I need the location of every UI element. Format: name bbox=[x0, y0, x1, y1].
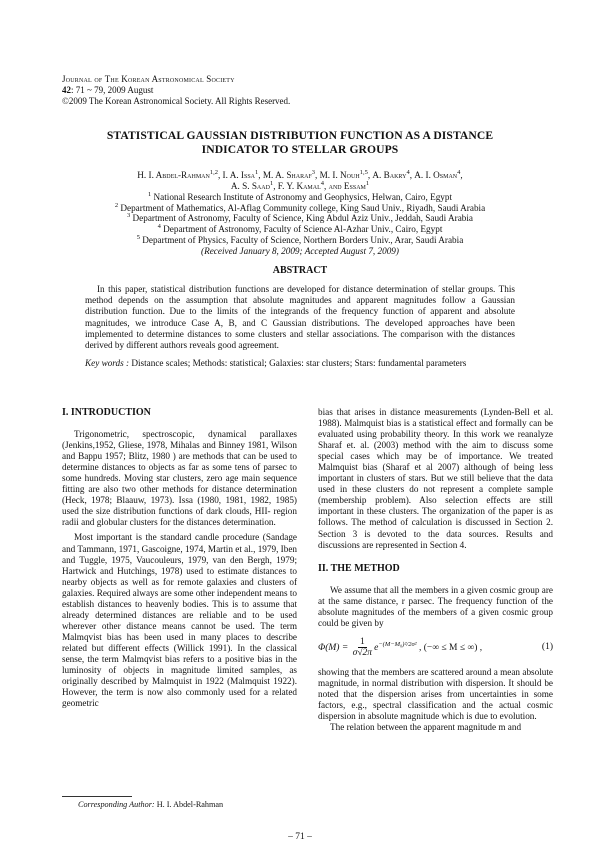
fraction-denominator: σ√2π bbox=[352, 647, 373, 658]
author: F. Y. Kamal bbox=[277, 181, 321, 191]
paper-title bbox=[62, 129, 538, 157]
author: I. A. Issa bbox=[222, 170, 255, 180]
author-line-2: A. S. Saad$^1$, F. Y. Kamal$^4$, and Essam$^1$ bbox=[230, 179, 370, 191]
equation-range: , (−∞ ≤ M ≤ ∞) , bbox=[416, 643, 483, 654]
author: H. I. Abdel-Rahman bbox=[137, 170, 210, 180]
journal-name: Journal of The Korean Astronomical Society bbox=[62, 74, 235, 84]
author-affil: 1 bbox=[365, 179, 370, 187]
affiliation-text: Department of Astronomy, Faculty of Science, King Abdul Aziz Univ., Jeddah, Saudi Arabia bbox=[132, 213, 473, 224]
affiliation-text: National Research Institute of Astronomy and Geophysics, Helwan, Cairo, Egypt bbox=[153, 192, 453, 202]
footnote bbox=[78, 800, 223, 809]
section-heading-introduction: I. INTRODUCTION bbox=[62, 407, 151, 418]
footnote-author: H. I. Abdel-Rahman bbox=[154, 800, 224, 809]
affiliation-number: 5 bbox=[136, 233, 140, 241]
affiliation-number: 2 bbox=[114, 201, 119, 209]
affiliation bbox=[62, 203, 538, 214]
received-dates: (Received January 8, 2009; Accepted August 7, 2009) bbox=[201, 245, 399, 256]
abstract-heading: ABSTRACT bbox=[272, 265, 328, 276]
section-heading-method: II. THE METHOD bbox=[318, 562, 400, 574]
right-column bbox=[318, 407, 553, 733]
paragraph: The relation between the apparent magnitude m and bbox=[330, 722, 522, 733]
paragraph: We assume that all the members in a given cosmic group are at the same distance, r parsec. The frequency function of the absolute magnitudes of the members of a given cosmic group could be given by bbox=[318, 584, 553, 628]
exponent: −(M−M₀)²/2σ² bbox=[378, 640, 417, 648]
author: A. S. Saad bbox=[230, 181, 270, 191]
author-affil: 1,2 bbox=[209, 168, 218, 176]
affiliation bbox=[62, 213, 538, 224]
affiliation-text: Department of Physics, Faculty of Science, Northern Borders Univ., Arar, Saudi Arabia bbox=[142, 234, 464, 245]
left-column bbox=[62, 407, 297, 709]
equation-number: (1) bbox=[541, 642, 553, 653]
author-affil: 4 bbox=[457, 168, 461, 176]
journal-copyright: ©2009 The Korean Astronomical Society. All Rights Reserved. bbox=[62, 96, 291, 106]
author-affil: 4 bbox=[406, 168, 410, 176]
title-line-2: INDICATOR TO STELLAR GROUPS bbox=[201, 143, 399, 156]
author-line-1: H. I. Abdel-Rahman$^{1,2}$, I. A. Issa$^1$, M. A. Sharaf$^3$, M. I. Nouh$^{1,5}$, A. Bakry$^4$, A. I. Osman$^4$, bbox=[137, 168, 463, 180]
author-affil: 3 bbox=[311, 168, 316, 176]
paragraph: showing that the members are scattered around a mean absolute magnitude, in normal distribution with dispersion. It should be noted that the dispersion arises from uncertainties in some factors, e.g., spectral classification and the actual cosmic dispersion in absolute magnitude which is due to evolution. bbox=[318, 666, 553, 722]
author-list bbox=[62, 170, 538, 192]
author: M. A. Sharaf bbox=[262, 170, 312, 180]
author-affil: 1 bbox=[255, 168, 259, 176]
author: A. Bakry bbox=[372, 170, 407, 180]
abstract-text: In this paper, statistical distribution functions are developed for distance determination of stellar groups. This method depends on the assumption that absolute magnitudes and apparent magnitudes follow a Gaussian distribution function. Due to the limits of the integrands of the frequency function of apparent and absolute magnitudes, we introduce Case A, B, and C Gaussian distributions. The developed approaches have been implemented to determine distances to some clusters and stellar associations. The comparison with the distances derived by different authors reveals good agreement. bbox=[85, 284, 515, 351]
equation-1 bbox=[318, 637, 553, 659]
affiliation-number: 3 bbox=[126, 212, 131, 220]
paragraph: Trigonometric, spectroscopic, dynamical parallaxes (Jenkins,1952, Gliese, 1978, Mihalas and Binney 1981, Wilson and Bappu 1957; Blitz, 1980 ) are methods that can be used to determine distances to objects as far as some tens of parsec to some hundreds. Moving star clusters, zero age main sequence fitting are also two other methods for distance determination (Heck, 1978; Blaauw, 1973). Issa (1980, 1981, 1982, 1985) used the size distribution functions of dark clouds, HII- region radii and globular clusters for the distances determination. bbox=[62, 429, 297, 528]
exp-base: e bbox=[374, 643, 379, 654]
equation-fraction bbox=[353, 637, 372, 659]
keywords-text: Distance scales; Methods: statistical; Galaxies: star clusters; Stars: fundamental parameters bbox=[129, 358, 467, 368]
page-number: – 71 – bbox=[288, 832, 312, 842]
author: M. I. Nouh bbox=[319, 170, 360, 180]
journal-volume: 42 bbox=[62, 85, 71, 95]
affiliation-number: 4 bbox=[157, 223, 161, 231]
footnote-label: Corresponding Author: bbox=[78, 800, 155, 809]
equation-body bbox=[318, 637, 482, 659]
author-affil: 4 bbox=[320, 179, 325, 187]
author-affil: 1,5 bbox=[359, 168, 368, 176]
author-affil: 1 bbox=[269, 179, 274, 187]
affiliation bbox=[62, 235, 538, 246]
footnote-rule bbox=[62, 796, 132, 797]
author: A. I. Osman bbox=[414, 170, 458, 180]
title-line-1: STATISTICAL GAUSSIAN DISTRIBUTION FUNCTION AS A DISTANCE bbox=[106, 129, 494, 142]
keywords bbox=[85, 358, 515, 369]
affiliation bbox=[62, 224, 538, 235]
journal-header bbox=[62, 74, 290, 107]
affiliation-text: Department of Mathematics, Al-Aflag Community college, King Saud Univ., Riyadh, Saudi Arabia bbox=[120, 202, 486, 213]
journal-pages: : 71 ~ 79, 2009 August bbox=[71, 85, 154, 95]
keywords-label: Key words : bbox=[85, 358, 130, 368]
journal-volume-line bbox=[62, 85, 290, 96]
equation-lhs: Φ(M) = bbox=[318, 643, 349, 654]
affiliation-list bbox=[62, 192, 538, 256]
fraction-numerator: 1 bbox=[359, 636, 365, 647]
paragraph: bias that arises in distance measurements (Lynden-Bell et al. 1988). Malmquist bias is a statistical effect and formally can be evaluated using probability theory. In this work we reanalyze Sharaf et. al. (2003) method with the aim to discuss some special cases which may be of importance. We treated Malmquist bias (Sharaf et al 2007) although of being less important in clusters of stars. But we still believe that the data used in these clusters do not represent a complete sample (membership problem). Also selection effects are still important in these clusters. The organization of the paper is as follows. The method of calculation is discussed in Section 2. Section 3 is devoted to the data sources. Results and discussions are represented in Section 4. bbox=[318, 407, 553, 550]
affiliation bbox=[62, 192, 538, 203]
author: and Essam bbox=[328, 181, 366, 191]
affiliation-text: Department of Astronomy, Faculty of Science Al-Azhar Univ., Cairo, Egypt bbox=[163, 224, 443, 235]
paragraph: Most important is the standard candle procedure (Sandage and Tammann, 1971, Gascoigne, 1974, Martin et al., 1979, Iben and Tuggle, 1975, Vaucouleurs, 1979, van den Bergh, 1979; Hartwick and Hutchings, 1978) used to estimate distances to nearby objects as well as for remote galaxies and clusters of galaxies. Required always are some other independent means to establish distances to heavenly bodies. This is to assume that already determined distances are reliable and to be used wherever other distance means cannot be used. The term Malmqvist bias has been used in many places to describe related but different effects (Willick 1991). In the classical sense, the term Malmqvist bias refers to a positive bias in the luminosity of objects in magnitude limited samples, as originally described by Malmquist in 1922 (Malmquist 1922). However, the term is now also commonly used for a related geometric bbox=[62, 532, 297, 709]
affiliation-number: 1 bbox=[147, 190, 152, 198]
